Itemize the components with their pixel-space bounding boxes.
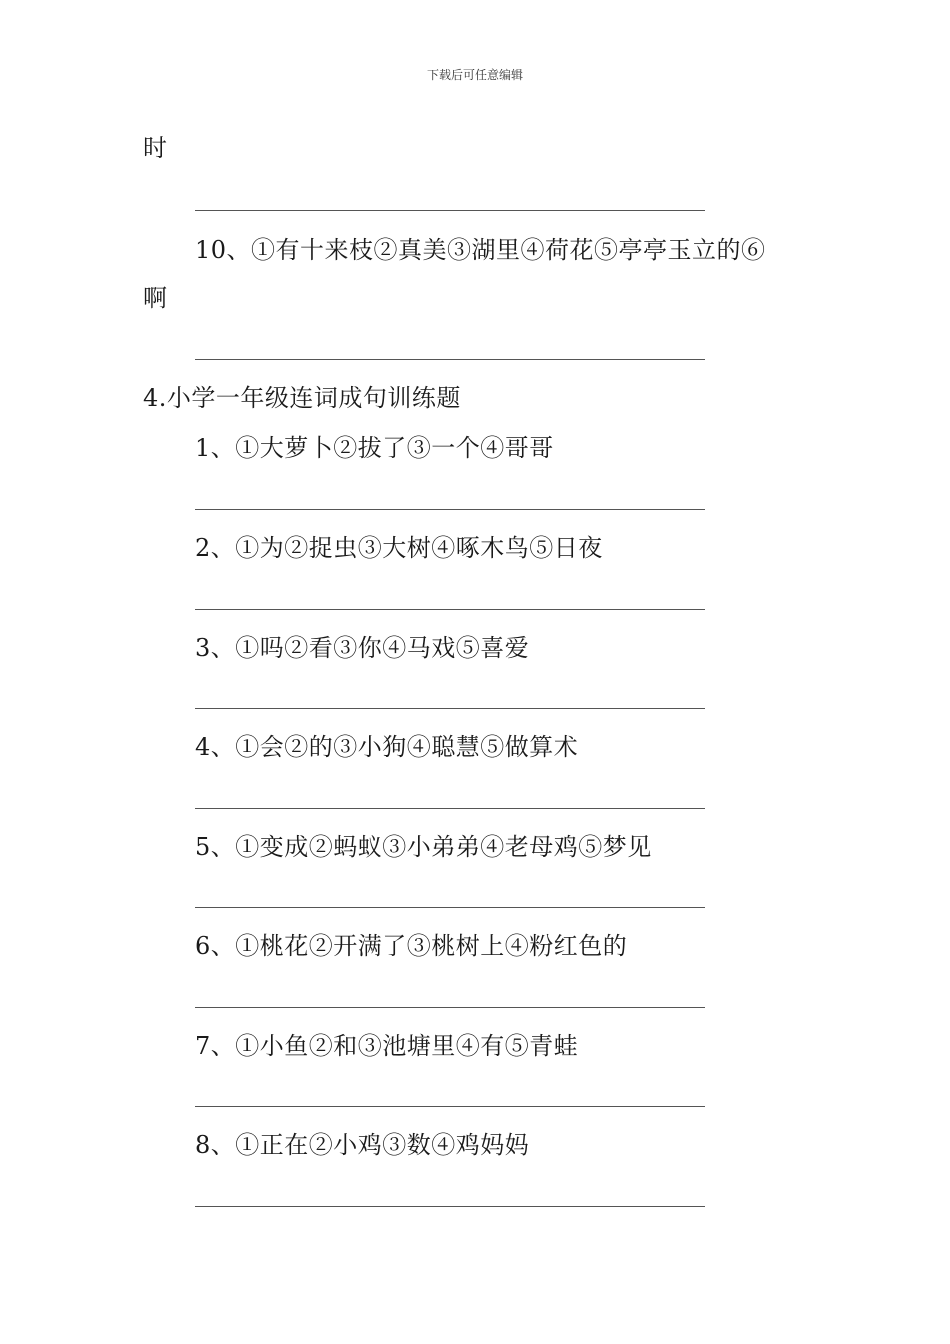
answer-line-4 xyxy=(195,808,705,809)
answer-line-10 xyxy=(195,359,705,360)
answer-line-6 xyxy=(195,1007,705,1008)
exercise-item-6: 6、①桃花②开满了③桃树上④粉红色的 xyxy=(195,932,628,960)
answer-line-7 xyxy=(195,1106,705,1107)
exercise-item-2: 2、①为②捉虫③大树④啄木鸟⑤日夜 xyxy=(195,534,603,562)
item-9-continuation: 时 xyxy=(143,134,168,162)
answer-line-1 xyxy=(195,509,705,510)
exercise-item-5: 5、①变成②蚂蚁③小弟弟④老母鸡⑤梦见 xyxy=(195,833,652,861)
answer-line-3 xyxy=(195,708,705,709)
exercise-item-3: 3、①吗②看③你④马戏⑤喜爱 xyxy=(195,634,530,662)
exercise-item-8: 8、①正在②小鸡③数④鸡妈妈 xyxy=(195,1131,530,1159)
answer-line-2 xyxy=(195,609,705,610)
page-header: 下载后可任意编辑 xyxy=(426,68,523,82)
answer-line-9 xyxy=(195,210,705,211)
item-10-continuation: 啊 xyxy=(143,284,168,312)
section-title: 4.小学一年级连词成句训练题 xyxy=(143,384,461,412)
exercise-item-4: 4、①会②的③小狗④聪慧⑤做算术 xyxy=(195,733,579,761)
answer-line-8 xyxy=(195,1206,705,1207)
exercise-item-1: 1、①大萝卜②拔了③一个④哥哥 xyxy=(195,434,554,462)
exercise-item-7: 7、①小鱼②和③池塘里④有⑤青蛙 xyxy=(195,1032,579,1060)
item-10-text: 10、①有十来枝②真美③湖里④荷花⑤亭亭玉立的⑥ xyxy=(195,236,766,264)
answer-line-5 xyxy=(195,907,705,908)
